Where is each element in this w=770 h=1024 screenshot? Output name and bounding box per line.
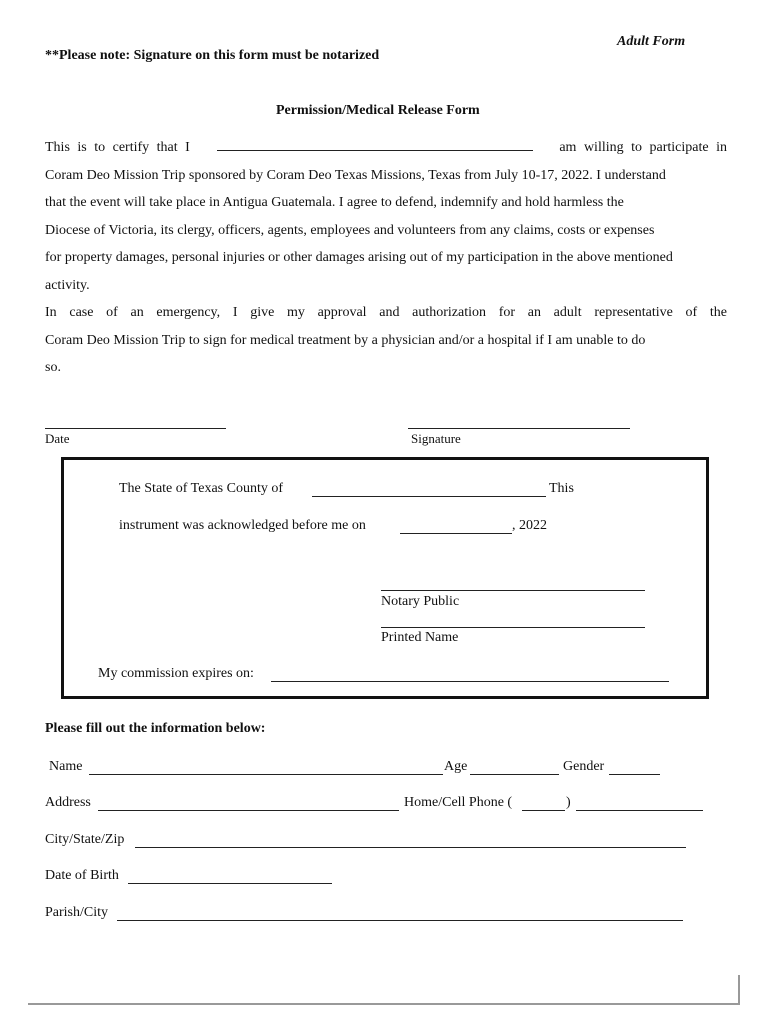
city-field[interactable]	[135, 847, 686, 848]
commission-field[interactable]	[271, 681, 669, 682]
certify-text: This is to certify that I	[45, 140, 190, 155]
age-label: Age	[444, 759, 468, 774]
state-county-label: The State of Texas County of	[119, 481, 284, 496]
form-title: Permission/Medical Release Form	[276, 103, 480, 118]
paragraph-line: activity.	[45, 277, 90, 293]
participant-name-field[interactable]	[217, 137, 533, 151]
phone-area-field[interactable]	[522, 810, 565, 811]
name-label: Name	[49, 759, 83, 774]
paragraph-line: Coram Deo Mission Trip sponsored by Coram Deo Texas Missions, Texas from July 10-17, 2022. I understand	[45, 167, 666, 183]
acknowledged-year: , 2022	[512, 518, 547, 533]
signature-label: Signature	[411, 431, 461, 446]
this-label: This	[549, 481, 574, 496]
phone-number-field[interactable]	[576, 810, 703, 811]
form-type-label: Adult Form	[617, 34, 686, 49]
printed-name-line[interactable]	[381, 627, 645, 628]
paragraph-line: Coram Deo Mission Trip to sign for medical treatment by a physician and/or a hospital if I am unable to do	[45, 332, 646, 348]
age-field[interactable]	[470, 774, 559, 775]
county-field[interactable]	[312, 496, 546, 497]
gender-field[interactable]	[609, 774, 660, 775]
parish-label: Parish/City	[45, 905, 109, 920]
date-signature-line[interactable]	[45, 428, 226, 429]
address-field[interactable]	[98, 810, 399, 811]
paragraph-line: that the event will take place in Antigua Guatemala. I agree to defend, indemnify and hold harmless the	[45, 195, 624, 210]
participate-text: am willing to participate in	[559, 140, 727, 155]
paragraph-line: for property damages, personal injuries or other damages arising out of my participation in the above mentioned	[45, 250, 673, 265]
acknowledged-label: instrument was acknowledged before me on	[119, 518, 366, 533]
notary-public-line[interactable]	[381, 590, 645, 591]
dob-field[interactable]	[128, 883, 332, 884]
release-paragraph	[45, 134, 727, 382]
page-edge-bottom	[28, 1003, 740, 1005]
paragraph-line: In case of an emergency, I give my approval and authorization for an adult representative of the	[45, 305, 727, 320]
page-edge-right	[738, 975, 740, 1005]
city-label: City/State/Zip	[45, 832, 125, 847]
address-label: Address	[45, 795, 91, 810]
signature-line[interactable]	[408, 428, 630, 429]
name-field[interactable]	[89, 774, 443, 775]
phone-close-paren: )	[566, 795, 571, 810]
acknowledged-date-field[interactable]	[400, 533, 512, 534]
notarize-note: **Please note: Signature on this form must be notarized	[45, 48, 380, 63]
dob-label: Date of Birth	[45, 868, 119, 883]
parish-field[interactable]	[117, 920, 683, 921]
commission-label: My commission expires on:	[98, 666, 254, 681]
printed-name-label: Printed Name	[381, 630, 459, 645]
gender-label: Gender	[563, 759, 605, 774]
phone-label: Home/Cell Phone (	[404, 795, 513, 810]
paragraph-line: so.	[45, 360, 61, 375]
paragraph-line: Diocese of Victoria, its clergy, officers, agents, employees and volunteers from any claims, costs or expenses	[45, 222, 655, 238]
info-heading: Please fill out the information below:	[45, 721, 266, 736]
date-label: Date	[45, 431, 70, 446]
notary-public-label: Notary Public	[381, 594, 460, 609]
